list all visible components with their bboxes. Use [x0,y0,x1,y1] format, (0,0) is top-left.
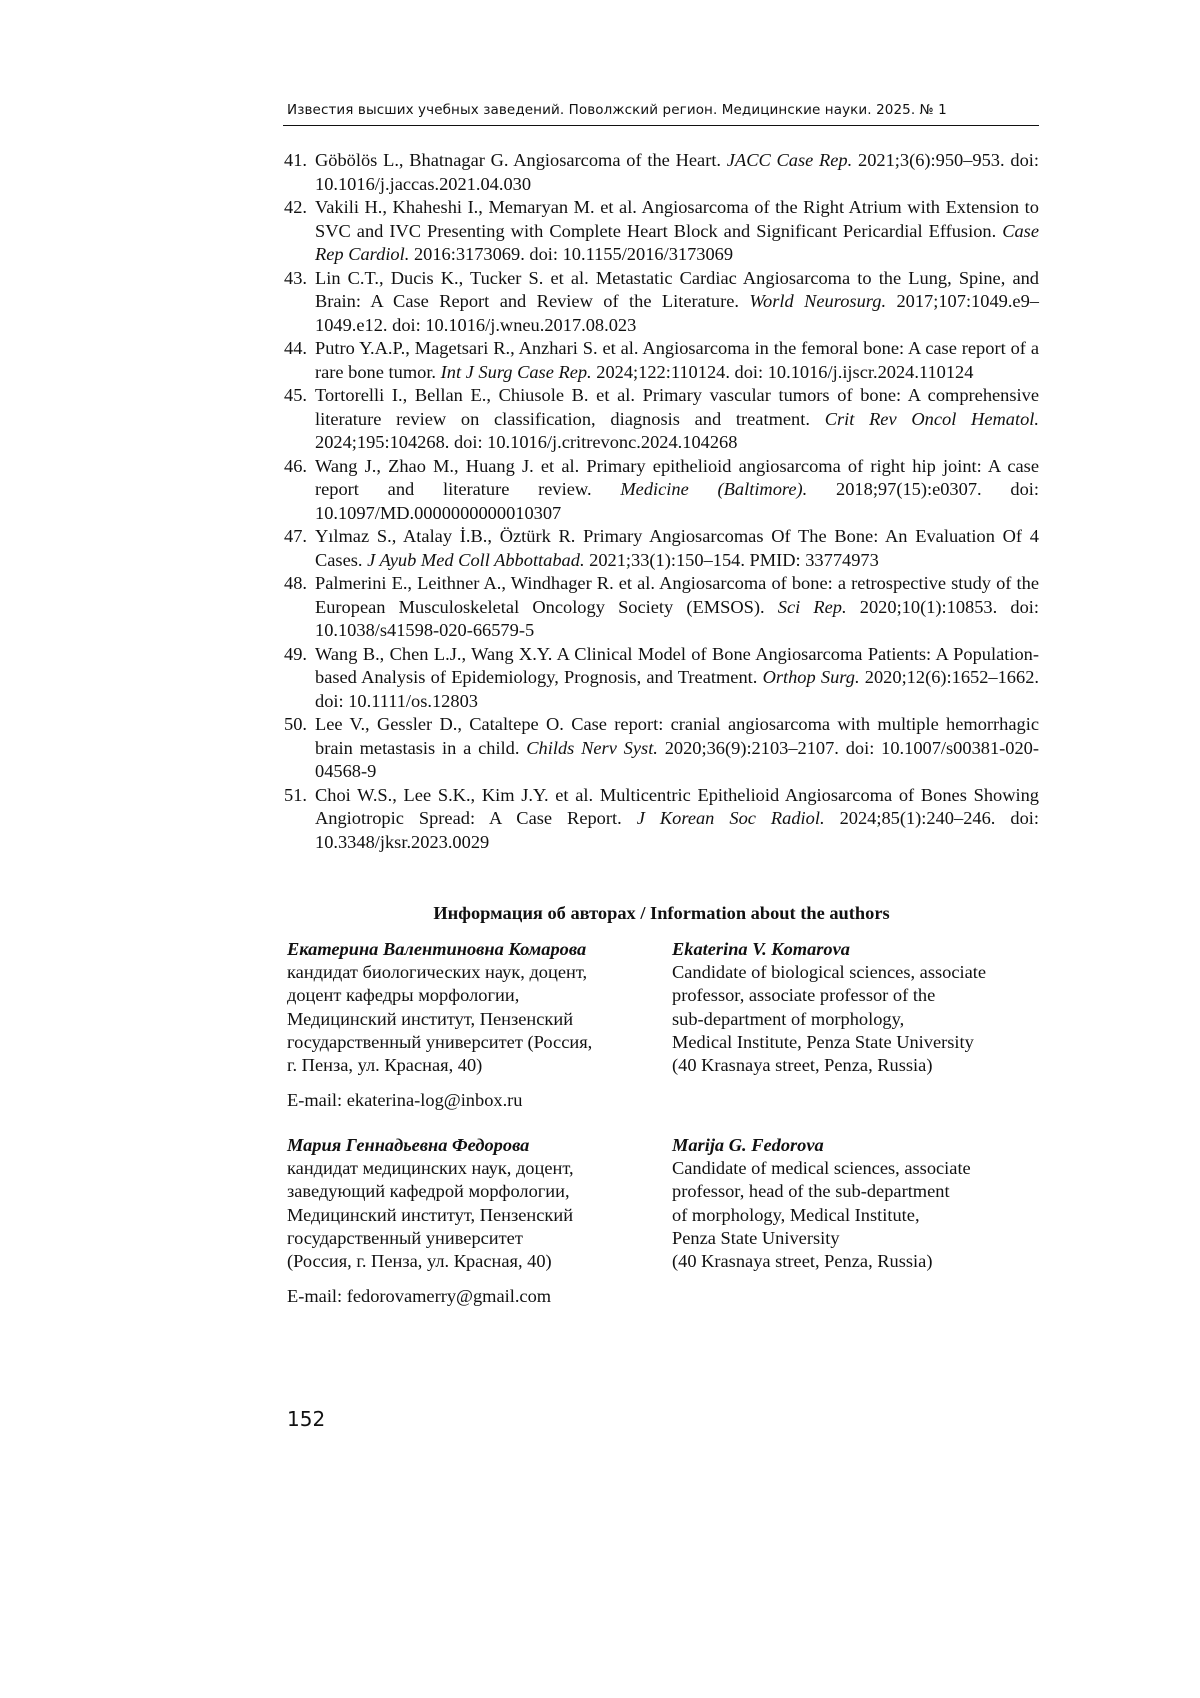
reference-item [284,384,1039,455]
reference-text: Palmerini E., Leithner A., Windhager R. et al. Angiosarcoma of bone: a retrospective study of the European Musculoskeletal Oncology Society (EMSOS). [315,573,1039,617]
reference-number: 50. [284,714,307,734]
author-name: Marija G. Fedorova [672,1135,824,1155]
reference-number: 44. [284,338,307,358]
reference-number: 48. [284,573,307,593]
authors-heading: Информация об авторах / Information about the authors [433,903,890,923]
author-affiliation-line: (Россия, г. Пенза, ул. Красная, 40) [287,1251,552,1272]
author-affiliation-line: г. Пенза, ул. Красная, 40) [287,1055,483,1076]
reference-journal: Crit Rev Oncol Hematol. [824,408,1039,429]
reference-text: Tortorelli I., Bellan E., Chiusole B. et al. Primary vascular tumors of bone: A comprehensive literature review on classification, diagnosis and treatment. [315,385,1039,429]
reference-details: 2020;10(1):10853. doi: 10.1038/s41598-020-66579-5 [315,596,1039,640]
reference-item [284,572,1039,643]
reference-text: Lin C.T., Ducis K., Tucker S. et al. Metastatic Cardiac Angiosarcoma to the Lung, Spine, and Brain: A Case Report and Review of the Literature. [315,267,1039,311]
reference-journal: Sci Rep. [777,596,847,617]
author-info-en [672,1134,1042,1273]
author-affiliation-line: Candidate of biological sciences, associate [672,962,987,983]
author-info-ru [287,938,657,1112]
reference-journal: JACC Case Rep. [726,150,853,170]
author-affiliation-line: кандидат медицинских наук, доцент, [287,1158,574,1179]
reference-text: Vakili H., Khaheshi I., Memaryan M. et al. Angiosarcoma of the Right Atrium with Extension to SVC and IVC Presenting with Complete Heart Block and Significant Pericardial Effusion. [315,197,1039,241]
author-affiliation-line: (40 Krasnaya street, Penza, Russia) [672,1251,933,1272]
reference-item [284,784,1039,855]
reference-text: Putro Y.A.P., Magetsari R., Anzhari S. et al. Angiosarcoma in the femoral bone: A case report of a rare bone tumor. [315,338,1039,382]
author-affiliation-line: доцент кафедры морфологии, [287,985,520,1006]
reference-text: Wang B., Chen L.J., Wang X.Y. A Clinical Model of Bone Angiosarcoma Patients: A Population-based Analysis of Epidemiology, Prognosis, and Treatment. [315,643,1039,687]
author-affiliation-line: professor, head of the sub-department [672,1181,950,1202]
reference-journal: J Korean Soc Radiol. [636,808,825,828]
reference-details: 2016:3173069. doi: 10.1155/2016/3173069 [409,244,734,264]
reference-item [284,337,1039,384]
author-affiliation-line: государственный университет (Россия, [287,1031,593,1052]
author-name: Ekaterina V. Komarova [672,939,850,959]
reference-item [284,196,1039,267]
header-rule [283,125,1039,126]
reference-details: 2017;107:1049.e9–1049.e12. doi: 10.1016/j.wneu.2017.08.023 [315,291,1039,335]
reference-details: 2021;3(6):950–953. doi: 10.1016/j.jaccas.2021.04.030 [315,150,1039,194]
reference-item [284,643,1039,714]
reference-number: 49. [284,643,307,664]
author-email: E-mail: ekaterina-log@inbox.ru [287,1090,523,1111]
reference-number: 51. [284,784,307,805]
reference-details: 2024;122:110124. doi: 10.1016/j.ijscr.2024.110124 [591,361,974,382]
author-affiliation-line: Медицинский институт, Пензенский [287,1204,574,1225]
reference-journal: Int J Surg Case Rep. [440,361,592,382]
reference-list [284,149,1039,854]
author-info-en [672,938,1042,1077]
author-affiliation-line: (40 Krasnaya street, Penza, Russia) [672,1055,933,1076]
reference-details: 2024;85(1):240–246. doi: 10.3348/jksr.2023.0029 [315,808,1039,852]
reference-details: 2021;33(1):150–154. PMID: 33774973 [584,549,879,570]
reference-details: 2018;97(15):e0307. doi: 10.1097/MD.0000000000010307 [315,479,1039,523]
page-number: 152 [287,1407,326,1431]
author-affiliation-line: кандидат биологических наук, доцент, [287,962,588,983]
reference-journal: Childs Nerv Syst. [526,737,658,758]
reference-text: Wang J., Zhao M., Huang J. et al. Primary epithelioid angiosarcoma of right hip joint: A case report and literature review. [315,455,1039,499]
reference-number: 47. [284,526,307,546]
author-affiliation-line: Medical Institute, Penza State University [672,1031,974,1052]
reference-item [284,455,1039,526]
author-affiliation-line: Candidate of medical sciences, associate [672,1158,971,1179]
reference-text: Yılmaz S., Atalay İ.B., Öztürk R. Primary Angiosarcomas Of The Bone: An Evaluation Of 4 Cases. [315,526,1039,570]
reference-text: Göbölös L., Bhatnagar G. Angiosarcoma of the Heart. [315,150,727,170]
reference-journal: J Ayub Med Coll Abbottabad. [367,549,585,570]
author-affiliation-line: Медицинский институт, Пензенский [287,1008,574,1029]
author-affiliation-line: of morphology, Medical Institute, [672,1204,920,1225]
reference-journal: Medicine (Baltimore). [620,479,808,499]
reference-journal: Case Rep Cardiol. [315,220,1039,264]
reference-number: 42. [284,197,307,217]
reference-journal: World Neurosurg. [749,291,887,311]
reference-item [284,149,1039,196]
author-affiliation-line: sub-department of morphology, [672,1008,905,1029]
author-affiliation-line: заведующий кафедрой морфологии, [287,1181,570,1202]
reference-number: 43. [284,267,307,288]
author-name: Мария Геннадьевна Федорова [287,1135,530,1155]
author-affiliation-line: professor, associate professor of the [672,985,936,1006]
reference-number: 41. [284,150,307,170]
reference-text: Choi W.S., Lee S.K., Kim J.Y. et al. Multicentric Epithelioid Angiosarcoma of Bones Showing Angiotropic Spread: A Case Report. [315,784,1039,828]
author-info-ru [287,1134,657,1308]
reference-text: Lee V., Gessler D., Cataltepe O. Case report: cranial angiosarcoma with multiple hemorrhagic brain metastasis in a child. [315,714,1039,758]
author-name: Екатерина Валентиновна Комарова [287,939,587,959]
reference-item [284,525,1039,572]
reference-number: 46. [284,455,307,476]
author-affiliation-line: Penza State University [672,1227,840,1248]
author-email: E-mail: fedorovamerry@gmail.com [287,1286,552,1307]
reference-details: 2024;195:104268. doi: 10.1016/j.critrevonc.2024.104268 [315,432,738,452]
reference-number: 45. [284,385,307,405]
reference-details: 2020;12(6):1652–1662. doi: 10.1111/os.12803 [315,667,1039,711]
reference-details: 2020;36(9):2103–2107. doi: 10.1007/s00381-020-04568-9 [315,737,1039,781]
reference-item [284,267,1039,338]
reference-item [284,713,1039,784]
running-head: Известия высших учебных заведений. Поволжский регион. Медицинские науки. 2025. № 1 [287,102,947,118]
author-affiliation-line: государственный университет [287,1227,523,1248]
reference-journal: Orthop Surg. [762,667,860,687]
